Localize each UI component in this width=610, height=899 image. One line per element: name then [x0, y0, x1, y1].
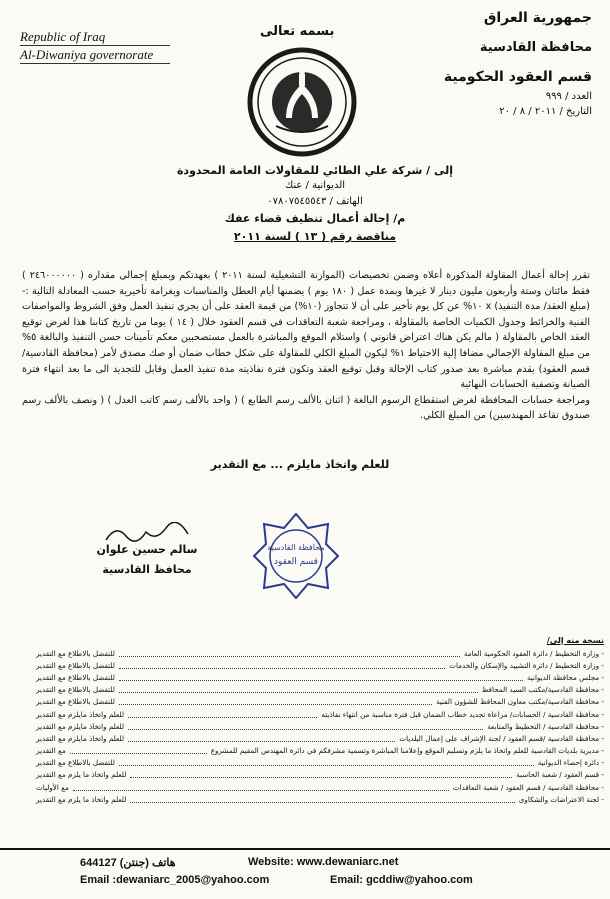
- official-stamp-icon: [250, 510, 342, 602]
- copy-leader-dots: [119, 698, 432, 705]
- copy-leader-dots: [130, 771, 512, 778]
- footer-email-1: Email :dewaniarc_2005@yahoo.com: [80, 874, 270, 886]
- copy-recipient: - محافظة القادسية / التخطيط والمتابعة: [487, 721, 604, 731]
- copy-recipient: - قسم العقود / شعبة الحاسبة: [516, 770, 604, 780]
- footer-website: Website: www.dewaniarc.net: [248, 856, 399, 868]
- copy-row: [36, 708, 604, 720]
- copies-list: [36, 636, 604, 805]
- governorate-seal-icon: [246, 46, 358, 158]
- copy-action: للتفضل بالاطلاع مع التقدير: [36, 697, 115, 707]
- copy-recipient: - وزارة التخطيط / دائرة التشييد والإسكان والخدمات: [449, 660, 604, 670]
- signatory-name: سالم حسين علوان: [96, 543, 198, 556]
- copy-leader-dots: [119, 759, 534, 766]
- copy-row: [36, 720, 604, 732]
- copy-row: [36, 757, 604, 769]
- copy-recipient: - محافظة القادسية / قسم العقود / شعبة التعاقدات: [452, 782, 604, 792]
- copy-row: [36, 696, 604, 708]
- handwritten-signature-icon: [102, 522, 192, 546]
- letter-body: [22, 268, 590, 424]
- body-paragraph-2: ومراجعة حسابات المحافظة لغرض استقطاع الرسوم البالغة ( اثنان بالألف رسم الطابع ) ( واحد بالألف رسم كاتب العدل ) ( ونصف بالألف رسم صندوق تقاعد المهندسين) من المبلغ الكلي.: [22, 394, 590, 422]
- copy-action: للعلم واتخاذ مايلزم مع التقدير: [36, 709, 125, 719]
- copy-recipient: - لجنة الاعتراضات والشكاوى: [518, 794, 604, 804]
- header-english-line2: Al-Diwaniya governorate: [20, 46, 170, 64]
- footer-email-2: Email: gcddiw@yahoo.com: [330, 874, 473, 886]
- basmala: بسمه تعالى: [260, 24, 335, 39]
- copy-action: مع الأوليات: [36, 782, 69, 792]
- copy-leader-dots: [119, 650, 460, 657]
- letter-footer: [0, 848, 610, 899]
- copy-row: [36, 671, 604, 683]
- copy-action: للعلم واتخاذ ما يلزم مع التقدير: [36, 770, 127, 780]
- copy-action: للتفضل بالاطلاع مع التقدير: [36, 660, 115, 670]
- recipient-phone: الهاتف / ٠٧٨٠٧٥٤٥٥٤٣: [267, 196, 363, 207]
- copy-leader-dots: [130, 796, 514, 803]
- body-paragraph-1: تقرر إحالة أعمال المقاولة المذكورة أعلاه وضمن تخصيصات (الموازنة التشغيلية لسنة ٢٠١١ ) بعهدتكم وبمبلغ إجمالي مقداره ( ٢٤٦٠٠٠٠٠٠ ) فقط مائتان وستة وأربعون مليون دينار لا غيرها وبمدة عمل ( ١٨٠ يوم ) يضمنها أيام العطل والمناسبات وبغرامة تأخيرية حسب المعادلة التالية :- (مبلغ العقد/ مدة التنفيذ) x ١٠% عن كل يوم تأخير على أن لا تتجاوز (١٠%) من قيمة العقد على أن يجري تنفيذ العمل وفق الشروط والمواصفات الفنية والخرائط وجدول الكميات الخاصة بالمقاولة ، ومراجعة شعبة التعاقدات في قسم العقود خلال ( ١٤ ) يوما من تاريخ كتابنا هذا لغرض توقيع العقد الخاص بالمقاولة ( مالم يكن هناك اعتراض قانوني ) واستلام الموقع والمباشرة بالعمل مستصحبين معكم تأمينات حسن التنفيذ والبالغة ٥% من مبلغ المقاولة الإجمالي مضافا إلية الاحتياط ١% ليكون المبلغ الكلي للمقاولة على شكل خطاب ضمان أو صك مصدق لأمر (محافظة القادسية/قسم العقود) يقدم مباشرة بعد صدور كتاب الإحالة وقبل توقيع العقد وتكون فترة نفاذيته مدة تنفيذ العمل وقابل للتجديد الى ما بعد انتهاء فترة الصيانة وتصفية الحسابات النهائية: [22, 270, 591, 391]
- recipient-city: الديوانية / عنك: [284, 180, 346, 191]
- copy-recipient: - مجلس محافظة الديوانية: [526, 672, 604, 682]
- copy-leader-dots: [70, 747, 207, 754]
- tender-line: مناقصة رقم ( ١٣ ) لسنة ٢٠١١: [233, 230, 397, 243]
- copy-row: [36, 647, 604, 659]
- copy-leader-dots: [119, 686, 478, 693]
- copy-row: [36, 659, 604, 671]
- copy-action: للتفضل بالاطلاع مع التقدير: [36, 672, 115, 682]
- copy-leader-dots: [128, 711, 317, 718]
- copy-row: [36, 732, 604, 744]
- subject-line: م/ إحالة أعمال تنظيف قضاء عفك: [224, 212, 406, 225]
- footer-phone: 644127 هاتف (جنتن): [80, 857, 176, 869]
- signature-block: [72, 540, 222, 580]
- copy-action: للتفضل بالاطلاع مع التقدير: [36, 648, 115, 658]
- copy-leader-dots: [128, 723, 483, 730]
- recipient-line: إلى / شركة علي الطائي للمقاولات العامة المحدودة: [176, 164, 454, 177]
- copy-recipient: - دائرة إحصاء الديوانية: [537, 758, 604, 768]
- reference-date: التاريخ / ٢٠١١ / ٨ / ٢٠: [499, 106, 592, 117]
- copies-title: نسخة منه إلى/: [546, 636, 604, 645]
- copy-recipient: - محافظة القادسية /قسم العقود / لجنة الإشراف على إعمال البلديات: [399, 733, 604, 743]
- copy-recipient: - محافظة القادسية/مكتب السيد المحافظ: [481, 685, 604, 695]
- signatory-title: محافظ القادسية: [102, 563, 192, 576]
- copy-action: للتفضل بالاطلاع مع التقدير: [36, 685, 115, 695]
- header-english-line1: Republic of Iraq: [20, 28, 170, 46]
- copy-leader-dots: [119, 674, 523, 681]
- copy-row: [36, 684, 604, 696]
- header-arabic-line1: جمهورية العراق: [483, 10, 592, 26]
- copies-rows: [36, 647, 604, 805]
- copy-action: للعلم واتخاذ مايلزم مع التقدير: [36, 721, 125, 731]
- copy-action: مع التقدير: [36, 746, 66, 756]
- copy-recipient: - مديرية بلديات القادسية للعلم واتخاذ ما يلزم وتسليم الموقع وإعلامنا المباشرة وتسمية مشرفكم في دائرة المهندس المقيم للمشروع: [210, 746, 604, 756]
- reference-number: العدد / ٩٩٩: [545, 91, 592, 102]
- copy-recipient: - محافظة القادسية/مكتب معاون المحافظ للشؤون الفنية: [435, 697, 604, 707]
- copy-leader-dots: [73, 784, 449, 791]
- copy-row: [36, 745, 604, 757]
- header-arabic-line3: قسم العقود الحكومية: [443, 69, 592, 85]
- copy-action: للعلم واتخاذ ما يلزم مع التقدير: [36, 794, 127, 804]
- copy-recipient: - وزارة التخطيط / دائرة العقود الحكومية العامة: [463, 648, 604, 658]
- copy-recipient: - محافظة القادسية / الحسابات/ مراعاة تجديد خطاب الضمان قبل فترة مناسبة من انتهاء نفاذيته: [321, 709, 604, 719]
- copy-leader-dots: [119, 662, 445, 669]
- header-arabic-line2: محافظة القادسية: [479, 40, 592, 55]
- copy-row: [36, 769, 604, 781]
- copy-leader-dots: [128, 735, 395, 742]
- copy-row: [36, 793, 604, 805]
- copy-action: للعلم واتخاذ مايلزم مع التقدير: [36, 733, 125, 743]
- copy-action: للتفضل بالاطلاع مع التقدير: [36, 758, 115, 768]
- stamp-text-1: محافظة القادسية: [267, 543, 325, 552]
- header-arabic: [444, 10, 592, 117]
- stamp-text-2: قسم العقود: [274, 557, 318, 567]
- copy-row: [36, 781, 604, 793]
- header-english: [20, 28, 170, 64]
- closing-line: للعلم واتخاذ مايلزم ... مع التقدير: [210, 458, 390, 471]
